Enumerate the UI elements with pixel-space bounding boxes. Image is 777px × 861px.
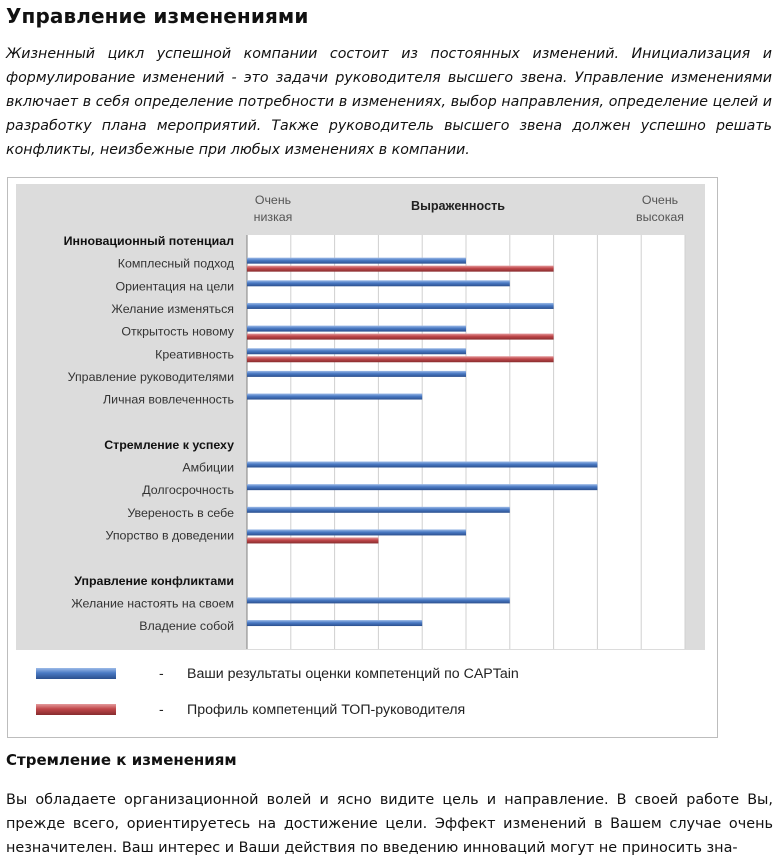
category-label: Увереность в себе	[127, 505, 234, 520]
chart-title: Выраженность	[411, 199, 505, 213]
bar-blue	[247, 529, 466, 535]
bar-red	[247, 334, 554, 340]
page-title: Управление изменениями	[6, 4, 309, 28]
bar-blue	[247, 507, 510, 513]
legend-label: Профиль компетенций ТОП-руководителя	[187, 702, 466, 718]
bar-blue	[247, 258, 466, 264]
group-title: Управление конфликтами	[74, 573, 234, 588]
legend-label: Ваши результаты оценки компетенций по CAPTain	[187, 666, 519, 682]
bar-blue	[247, 462, 597, 468]
bar-blue	[247, 620, 422, 626]
bar-blue	[247, 484, 597, 490]
bar-red	[247, 266, 554, 272]
intro-paragraph: Жизненный цикл успешной компании состоит из постоянных изменений. Инициализация и формулирование изменений - это задачи руководителя высшего звена. Управление изменениями включает в себя определение потребности в изменениях, выбор направления, определение целей и разработку плана мероприятий. Также руководитель высшего звена должен успешно решать конфликты, неизбежные при любых изменениях в компании.	[6, 46, 772, 158]
legend-swatch-red	[36, 704, 116, 715]
category-label: Желание изменяться	[111, 301, 234, 316]
group-title: Инновационный потенциал	[63, 234, 234, 248]
bar-blue	[247, 597, 510, 603]
bar-blue	[247, 394, 422, 400]
scale-high-label: Очень высокая	[635, 193, 685, 224]
category-label: Долгосрочность	[142, 483, 234, 498]
legend-dash: -	[159, 701, 164, 717]
category-label: Креативность	[155, 347, 234, 362]
bar-blue	[247, 326, 466, 332]
section-paragraph: Вы обладаете организационной волей и ясно видите цель и направление. В своей работе Вы, прежде всего, ориентируетесь на достижение цели. Эффект изменений в Вашем случае очень незначителен. Ваш интерес и Ваши действия по введению инноваций могут не приносить зна-	[6, 792, 773, 856]
bar-blue	[247, 303, 554, 309]
bar-red	[247, 537, 378, 543]
section-title: Стремление к изменениям	[6, 751, 237, 769]
scale-low-label: Очень низкая	[253, 193, 293, 224]
bar-red	[247, 356, 554, 362]
category-label: Упорство в доведении	[105, 528, 234, 543]
competency-chart	[7, 177, 718, 738]
legend-swatch-blue	[36, 668, 116, 679]
category-label: Управление руководителями	[67, 369, 234, 384]
category-label: Открытость новому	[121, 324, 234, 339]
chart-svg	[8, 178, 717, 737]
bar-blue	[247, 371, 466, 377]
category-label: Амбиции	[182, 460, 234, 475]
category-label: Личная вовлеченность	[103, 392, 234, 407]
category-label: Комплесный подход	[117, 256, 234, 271]
category-label: Владение собой	[139, 619, 234, 634]
group-title: Стремление к успеху	[104, 437, 234, 452]
category-label: Ориентация на цели	[115, 279, 234, 294]
legend-dash: -	[159, 665, 164, 681]
bar-blue	[247, 348, 466, 354]
category-label: Желание настоять на своем	[71, 596, 234, 611]
bar-blue	[247, 280, 510, 286]
